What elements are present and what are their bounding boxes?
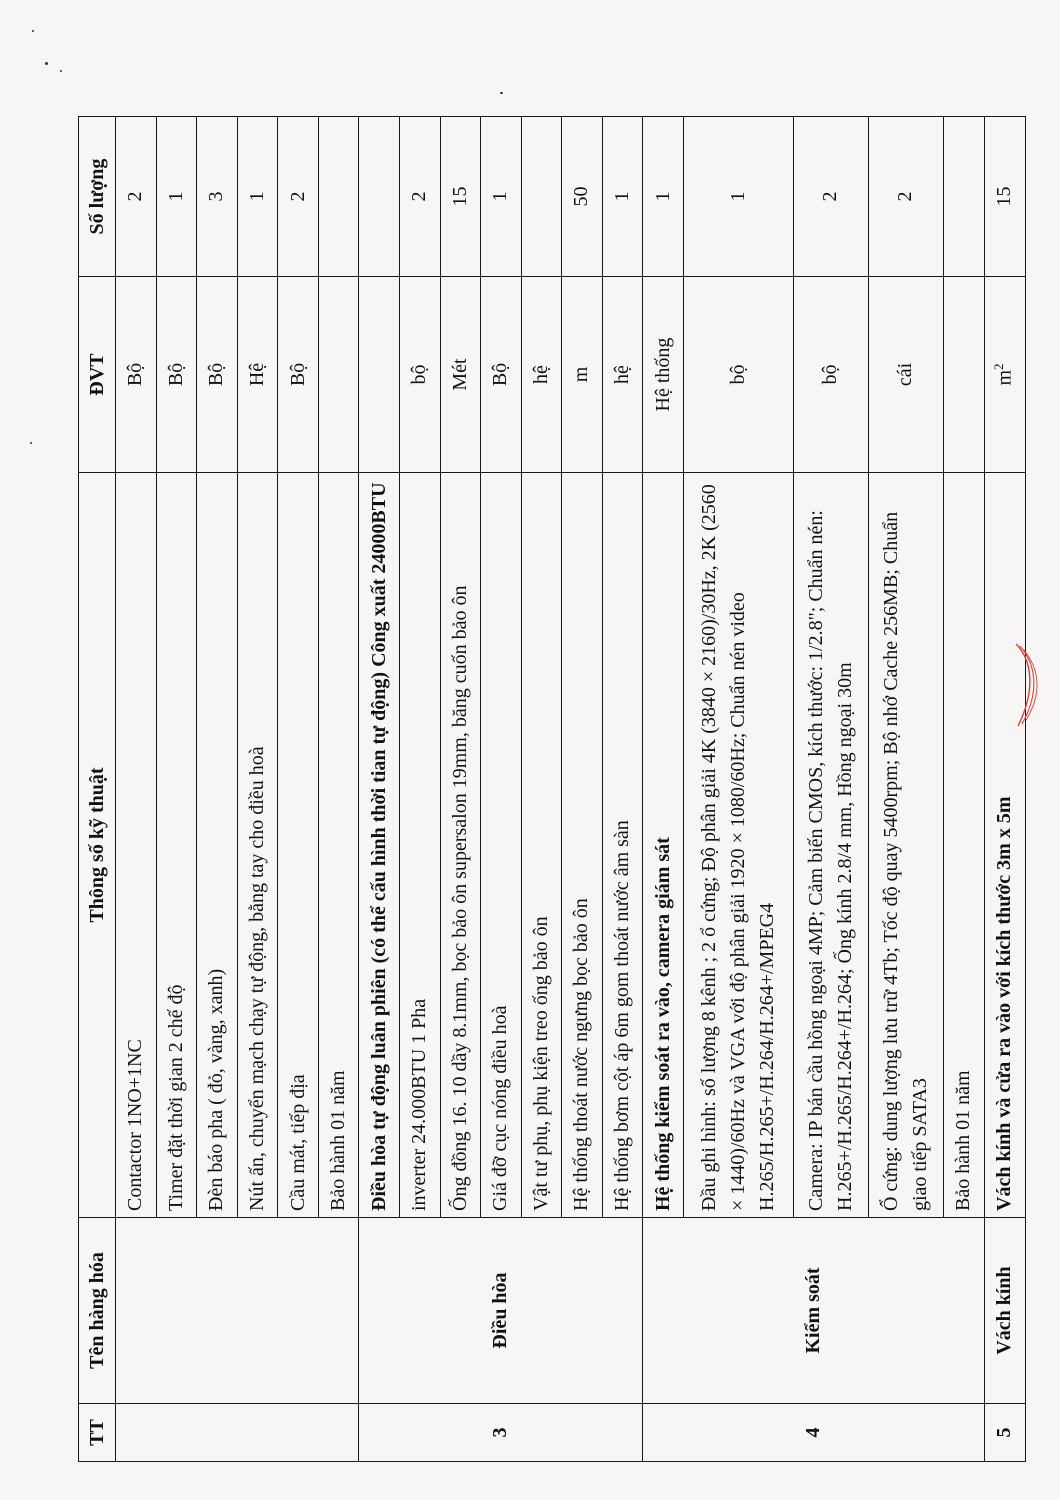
cell-spec: Hệ thống kiểm soát ra vào, camera giám sát	[643, 473, 684, 1218]
cell-spec: Hệ thống bơm cột áp 6m gom thoát nước âm sàn	[602, 473, 643, 1218]
cell-tt: 3	[359, 1404, 643, 1462]
cell-qty: 1	[156, 117, 197, 277]
cell-unit: m	[562, 277, 603, 473]
cell-qty	[521, 117, 562, 277]
cell-spec: Đầu ghi hình: số lượng 8 kênh ; 2 ổ cứng; Độ phân giải 4K (3840 × 2160)/30Hz, 2K (2560 × 1440)/60Hz và VGA với độ phân giải 1920 × 1080/60Hz; Chuẩn nén video H.265/H.265+/H.264/H.264+/MPEG4	[683, 473, 793, 1218]
cell-qty: 15	[984, 117, 1025, 277]
cell-spec: Hệ thống thoát nước ngưng bọc bảo ôn	[562, 473, 603, 1218]
cell-spec: Bảo hành 01 năm	[943, 473, 984, 1218]
cell-qty: 2	[278, 117, 319, 277]
cell-qty: 2	[868, 117, 943, 277]
cell-spec: inverter 24.000BTU 1 Pha	[399, 473, 440, 1218]
cell-spec: Điều hòa tự động luân phiên (có thể cấu hình thời tian tự động) Công xuất 24000BTU	[359, 473, 400, 1218]
cell-qty: 1	[602, 117, 643, 277]
cell-spec: Bảo hành 01 năm	[318, 473, 359, 1218]
cell-unit: bộ	[793, 277, 868, 473]
header-row	[79, 117, 116, 1462]
cell-unit	[984, 277, 1025, 473]
cell-qty: 15	[440, 117, 481, 277]
cell-qty	[318, 117, 359, 277]
cell-qty: 2	[793, 117, 868, 277]
cell-tt: 5	[984, 1404, 1025, 1462]
cell-spec: Contactor 1NO+1NC	[116, 473, 157, 1218]
header-qty: Số lượng	[79, 117, 116, 277]
cell-unit: hệ	[602, 277, 643, 473]
cell-unit: Bộ	[156, 277, 197, 473]
scan-speck	[32, 30, 34, 32]
scan-speck	[45, 62, 48, 65]
cell-spec: Vật tư phụ, phụ kiện treo ống bảo ôn	[521, 473, 562, 1218]
cell-qty	[943, 117, 984, 277]
cell-tt	[116, 1404, 359, 1462]
cell-spec: Ổ cứng: dung lượng lưu trữ 4Tb; Tốc độ quay 5400rpm; Bộ nhớ Cache 256MB; Chuẩn giao tiếp SATA3	[868, 473, 943, 1218]
cell-qty: 1	[237, 117, 278, 277]
cell-unit: Bộ	[197, 277, 238, 473]
cell-qty	[359, 117, 400, 277]
header-spec: Thông số kỹ thuật	[79, 473, 116, 1218]
cell-unit: Mét	[440, 277, 481, 473]
cell-spec: Ống đồng 16. 10 dầy 8.1mm, bọc bảo ôn supersalon 19mm, băng cuốn bảo ôn	[440, 473, 481, 1218]
header-unit: ĐVT	[79, 277, 116, 473]
cell-unit	[318, 277, 359, 473]
scan-speck	[30, 442, 32, 444]
cell-qty: 50	[562, 117, 603, 277]
table-row-section	[643, 117, 684, 1462]
cell-qty: 3	[197, 117, 238, 277]
unit-exponent: 2	[990, 363, 1006, 370]
cell-spec: Giá đỡ cục nóng điều hoà	[481, 473, 522, 1218]
cell-unit: Bộ	[278, 277, 319, 473]
rotated-page	[78, 117, 1026, 1462]
cell-unit: bộ	[683, 277, 793, 473]
cell-qty: 1	[643, 117, 684, 277]
table-row-section	[359, 117, 400, 1462]
header-tt: TT	[79, 1404, 116, 1462]
cell-unit: Hệ thống	[643, 277, 684, 473]
cell-unit: Bộ	[481, 277, 522, 473]
cell-spec: Cầu mát, tiếp địa	[278, 473, 319, 1218]
table-row-section	[984, 117, 1025, 1462]
cell-unit	[943, 277, 984, 473]
cell-qty: 2	[399, 117, 440, 277]
cell-unit: bộ	[399, 277, 440, 473]
cell-name	[116, 1218, 359, 1404]
cell-unit: cái	[868, 277, 943, 473]
cell-name: Vách kính	[984, 1218, 1025, 1404]
cell-spec: Vách kính và cửa ra vào với kích thước 3m x 5m	[984, 473, 1025, 1218]
cell-qty: 2	[116, 117, 157, 277]
cell-spec: Camera: IP bán cầu hồng ngoại 4MP; Cảm biến CMOS, kích thước: 1/2.8"; Chuẩn nén: H.265+/H.265/H.264+/H.264; Ống kính 2.8/4 mm, Hồng ngoại 30m	[793, 473, 868, 1218]
cell-spec: Nút ấn, chuyển mạch chạy tự động, bằng tay cho điều hoà	[237, 473, 278, 1218]
cell-unit	[359, 277, 400, 473]
unit-base: m	[993, 369, 1016, 386]
scan-speck	[60, 70, 62, 72]
cell-unit: hệ	[521, 277, 562, 473]
cell-name: Kiểm soát	[643, 1218, 984, 1404]
cell-qty: 1	[481, 117, 522, 277]
spec-table	[78, 116, 1026, 1462]
cell-name: Điều hòa	[359, 1218, 643, 1404]
scan-speck	[500, 92, 503, 94]
header-name: Tên hàng hóa	[79, 1218, 116, 1404]
cell-spec: Timer đặt thời gian 2 chế độ	[156, 473, 197, 1218]
stamp-mark	[1010, 640, 1050, 730]
cell-qty: 1	[683, 117, 793, 277]
table-row	[116, 117, 157, 1462]
cell-spec: Đèn báo pha ( đỏ, vàng, xanh)	[197, 473, 238, 1218]
cell-unit: Hệ	[237, 277, 278, 473]
cell-tt: 4	[643, 1404, 984, 1462]
cell-unit: Bộ	[116, 277, 157, 473]
